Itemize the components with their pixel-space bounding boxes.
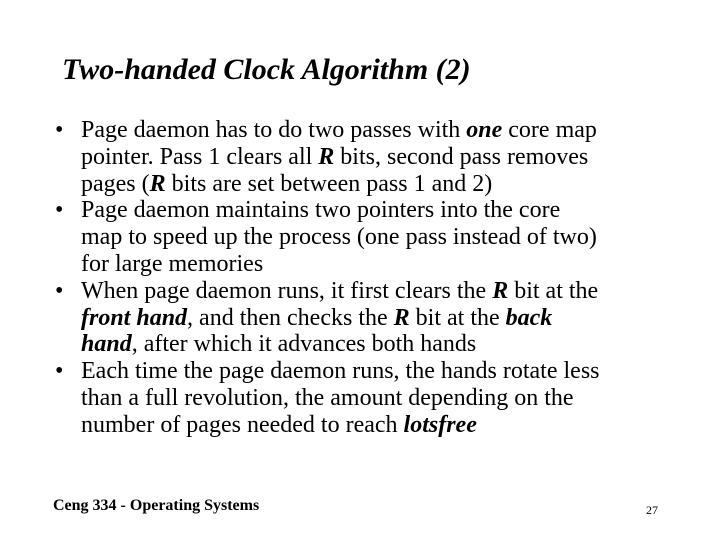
emphasized-text: R [318, 143, 335, 170]
bullet-line [81, 385, 720, 412]
bullet-item [0, 278, 720, 358]
text-segment: pointer. Pass 1 clears all [81, 143, 319, 170]
text-segment: When page daemon runs, it first clears the [81, 277, 493, 304]
bullet-item [0, 117, 720, 197]
bullet-line [81, 171, 720, 198]
text-segment: than a full revolution, the amount depending on the [81, 384, 574, 411]
text-segment: bits, second pass removes [334, 143, 589, 170]
bullet-line [81, 117, 720, 144]
bullet-text [81, 278, 720, 358]
emphasized-text: front hand [81, 304, 188, 331]
emphasized-text: back [505, 304, 553, 331]
emphasized-text: one [466, 117, 503, 143]
bullet-dot-icon: • [55, 277, 64, 304]
text-segment: bits are set between pass 1 and 2) [165, 170, 493, 197]
text-segment: pages ( [81, 170, 150, 197]
text-segment: , and then checks the [187, 304, 394, 331]
text-segment: for large memories [81, 250, 264, 277]
bullet-item [0, 197, 720, 277]
bullet-dot-icon: • [55, 117, 64, 143]
emphasized-text: R [149, 170, 166, 197]
text-segment: bit at the [409, 304, 506, 331]
bullet-line [81, 251, 720, 278]
slide-title: Two-handed Clock Algorithm (2) [62, 53, 471, 86]
bullet-dot-icon: • [55, 358, 64, 385]
text-segment: Each time the page daemon runs, the hands rotate less [81, 358, 600, 385]
bullet-line [81, 197, 720, 224]
emphasized-text: R [393, 304, 410, 331]
footer-course: Ceng 334 - Operating Systems [53, 497, 260, 514]
emphasized-text: lotsfree [403, 411, 477, 438]
text-segment: bit at the [508, 277, 599, 304]
bullet-text [81, 117, 720, 197]
bullet-line [81, 412, 720, 439]
text-segment: , after which it advances both hands [131, 331, 477, 358]
text-segment: Page daemon has to do two passes with [81, 117, 467, 143]
bullet-line [81, 144, 720, 171]
emphasized-text: R [492, 277, 509, 304]
page-number: 27 [646, 503, 658, 517]
bullet-list [0, 117, 720, 439]
bullet-line [81, 331, 720, 358]
bullet-dot-icon: • [55, 197, 64, 224]
bullet-text [81, 358, 720, 438]
bullet-line [81, 224, 720, 251]
bullet-line [81, 358, 720, 385]
emphasized-text: hand [81, 331, 132, 358]
bullet-line [81, 305, 720, 332]
bullet-text [81, 197, 720, 277]
bullet-line [81, 278, 720, 305]
text-segment: Page daemon maintains two pointers into the core [81, 197, 561, 224]
text-segment: core map [502, 117, 597, 143]
text-segment: map to speed up the process (one pass instead of two) [81, 224, 597, 251]
text-segment: number of pages needed to reach [81, 411, 404, 438]
bullet-item [0, 358, 720, 438]
